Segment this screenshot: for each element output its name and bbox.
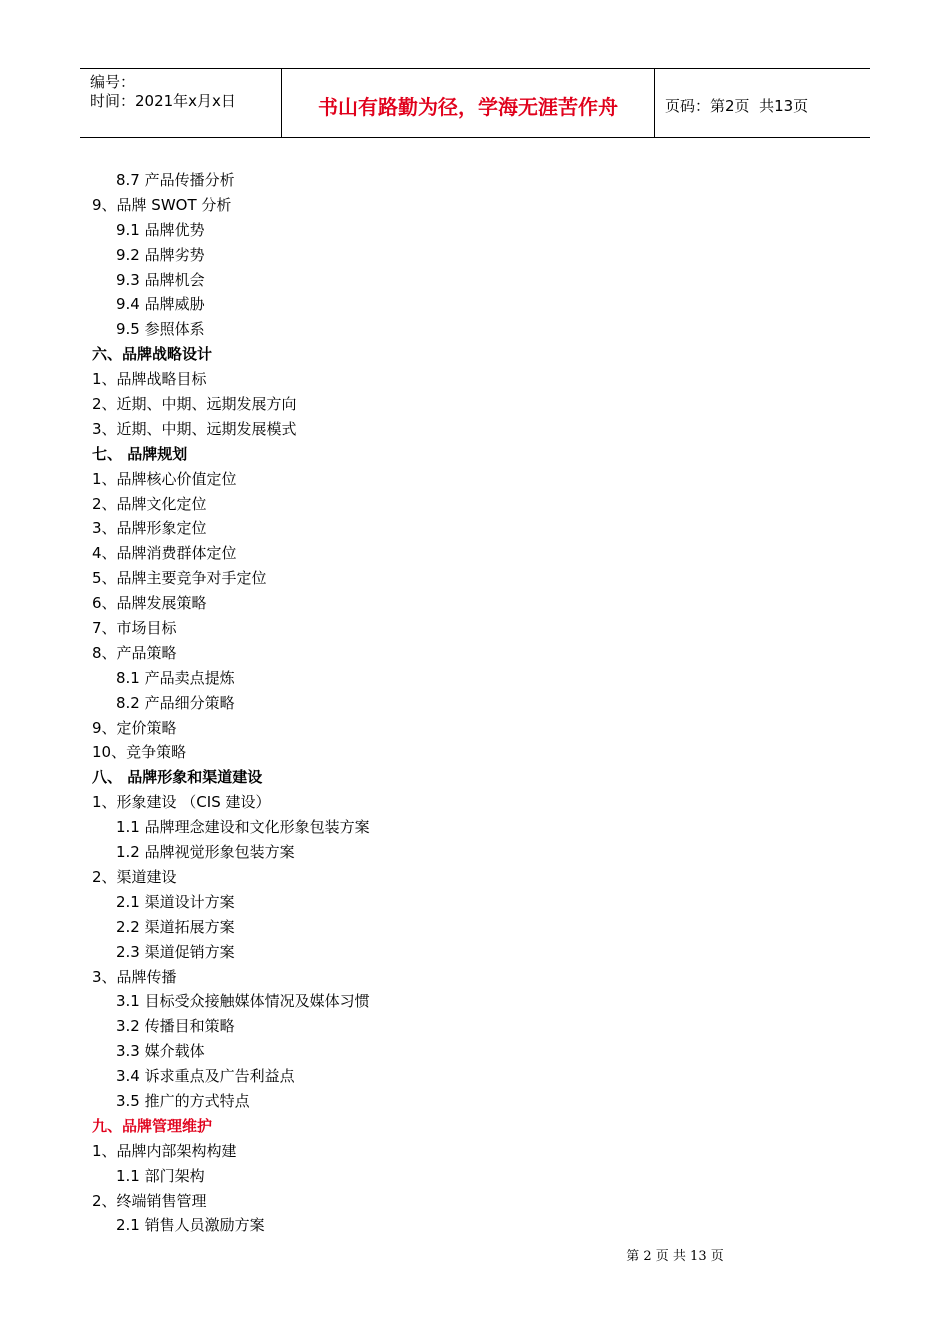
toc-item: 8.2 产品细分策略 [116, 693, 235, 712]
toc-item: 2、终端销售管理 [92, 1191, 207, 1210]
toc-item: 3.2 传播目和策略 [116, 1017, 235, 1036]
toc-item: 2、品牌文化定位 [92, 494, 207, 513]
number-label: 编号： [90, 73, 136, 91]
document-header [80, 68, 870, 138]
toc-item: 4、品牌消费群体定位 [92, 544, 237, 563]
toc-item: 8.1 产品卖点提炼 [116, 668, 235, 687]
toc-item: 3.4 诉求重点及广告利益点 [116, 1067, 295, 1086]
toc-item: 9.3 品牌机会 [116, 270, 205, 289]
header-meta-cell [80, 69, 282, 137]
toc-item: 3.3 媒介载体 [116, 1042, 205, 1061]
toc-item: 9.4 品牌威胁 [116, 295, 205, 314]
motto-text: 书山有路勤为径，学海无涯苦作舟 [318, 94, 618, 119]
toc-section-heading: 九、品牌管理维护 [92, 1116, 213, 1135]
toc-item: 2.2 渠道拓展方案 [116, 917, 235, 936]
table-of-contents [92, 168, 370, 1238]
toc-item: 10、竞争策略 [92, 743, 187, 762]
toc-item: 2.3 渠道促销方案 [116, 942, 235, 961]
toc-section-heading: 七、 品牌规划 [92, 444, 188, 463]
toc-item: 1、品牌内部架构构建 [92, 1141, 237, 1160]
page-footer [0, 1245, 950, 1264]
toc-item: 3.5 推广的方式特点 [116, 1091, 250, 1110]
toc-item: 1、形象建设 （CIS 建设） [92, 793, 271, 812]
toc-item: 1.1 品牌理念建设和文化形象包装方案 [116, 818, 370, 837]
toc-item: 8.7 产品传播分析 [116, 171, 235, 189]
toc-item: 3、品牌形象定位 [92, 519, 207, 538]
toc-item: 3、近期、中期、远期发展模式 [92, 419, 297, 438]
footer-page-number: 第 2 页 共 13 页 [626, 1249, 724, 1264]
toc-item: 1、品牌战略目标 [92, 370, 207, 389]
toc-item: 3、品牌传播 [92, 967, 177, 986]
time-label: 时间：2021年x月x日 [90, 92, 236, 110]
toc-item: 2.1 渠道设计方案 [116, 892, 235, 911]
toc-item: 1、品牌核心价值定位 [92, 469, 237, 488]
toc-item: 9、定价策略 [92, 718, 177, 737]
toc-item: 9.2 品牌劣势 [116, 245, 205, 264]
toc-item: 5、品牌主要竞争对手定位 [92, 569, 267, 588]
header-motto-cell [282, 69, 655, 137]
toc-item: 6、品牌发展策略 [92, 594, 207, 613]
toc-item: 9.5 参照体系 [116, 320, 205, 339]
toc-item: 1.1 部门架构 [116, 1166, 205, 1185]
toc-item: 2、近期、中期、远期发展方向 [92, 395, 297, 414]
toc-item: 1.2 品牌视觉形象包装方案 [116, 843, 295, 862]
toc-item: 9.1 品牌优势 [116, 220, 205, 239]
header-page-cell [655, 69, 870, 137]
toc-item: 2、渠道建设 [92, 867, 177, 886]
page-info: 页码：第2页 共13页 [665, 96, 809, 115]
toc-section-heading: 八、 品牌形象和渠道建设 [92, 768, 263, 787]
toc-section-heading: 六、品牌战略设计 [92, 345, 213, 364]
toc-item: 8、产品策略 [92, 643, 177, 662]
toc-item: 2.1 销售人员激励方案 [116, 1216, 265, 1235]
toc-item: 7、市场目标 [92, 619, 177, 638]
toc-item: 9、品牌 SWOT 分析 [92, 195, 232, 214]
toc-item: 3.1 目标受众接触媒体情况及媒体习惯 [116, 992, 370, 1011]
